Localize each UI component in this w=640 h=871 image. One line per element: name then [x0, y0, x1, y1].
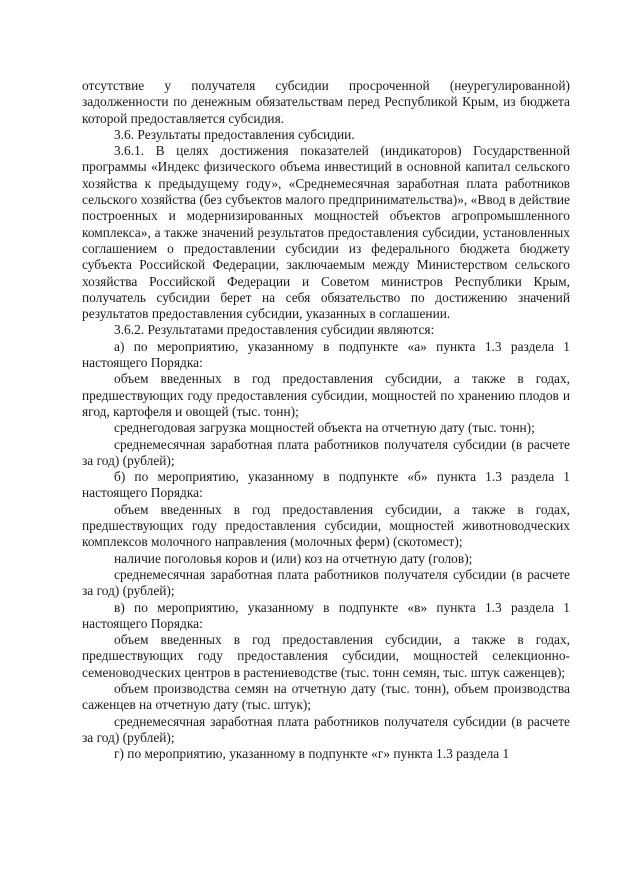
result-item-b-1: объем введенных в год предоставления субсидии, а также в годах, предшествующих году предоставления субсидии, мощностей животноводческих комплексов молочного направления (молочных ферм) (скотомест);: [82, 501, 570, 550]
result-item-v-3: среднемесячная заработная плата работников получателя субсидии (в расчете за год) (рублей);: [82, 713, 570, 745]
result-item-a-3: среднемесячная заработная плата работников получателя субсидии (в расчете за год) (рублей);: [82, 436, 570, 468]
paragraph-3-6-1: 3.6.1. В целях достижения показателей (индикаторов) Государственной программы «Индекс физического объема инвестиций в основной капитал сельского хозяйства к предыдущему году», «Среднемесячная заработная плата работников сельского хозяйства (без субъектов малого предпринимательства)», «Ввод в действие построенных и модернизированных мощностей объектов агропромышленного комплекса», а также значений результатов предоставления субсидии, установленных соглашением о предоставлении субсидии из федерального бюджета бюджету субъекта Российской Федерации, заключаемым между Министерством сельского хозяйства Российской Федерации и Советом министров Республики Крым, получатель субсидии берет на себя обязательство по достижению значений результатов предоставления субсидии, указанных в соглашении.: [82, 143, 570, 322]
list-item-b: б) по мероприятию, указанному в подпункте «б» пункта 1.3 раздела 1 настоящего Порядка:: [82, 469, 570, 501]
list-item-a: а) по мероприятию, указанному в подпункте «а» пункта 1.3 раздела 1 настоящего Порядка:: [82, 338, 570, 371]
paragraph-3-6-2: 3.6.2. Результатами предоставления субсидии являются:: [114, 322, 435, 338]
result-item-a-2: среднегодовая загрузка мощностей объекта на отчетную дату (тыс. тонн);: [114, 420, 535, 436]
list-item-v: в) по мероприятию, указанному в подпункте «в» пункта 1.3 раздела 1 настоящего Порядка:: [82, 599, 570, 631]
paragraph-debt-condition: отсутствие у получателя субсидии просроченной (неурегулированной) задолженности по денежным обязательствам перед Республикой Крым, из бюджета которой предоставляется субсидия.: [82, 78, 570, 126]
section-heading-3-6: 3.6. Результаты предоставления субсидии.: [114, 126, 355, 142]
result-item-b-3: среднемесячная заработная плата работников получателя субсидии (в расчете за год) (рублей);: [82, 566, 570, 599]
list-item-g: г) по мероприятию, указанному в подпункте «г» пункта 1.3 раздела 1: [114, 746, 510, 762]
result-item-b-2: наличие поголовья коров и (или) коз на отчетную дату (голов);: [114, 550, 473, 566]
result-item-v-2: объем производства семян на отчетную дату (тыс. тонн), объем производства саженцев на отчетную дату (тыс. штук);: [82, 680, 570, 713]
result-item-a-1: объем введенных в год предоставления субсидии, а также в годах, предшествующих году предоставления субсидии, мощностей по хранению плодов и ягод, картофеля и овощей (тыс. тонн);: [82, 371, 570, 419]
result-item-v-1: объем введенных в год предоставления субсидии, а также в годах, предшествующих году предоставления субсидии, мощностей селекционно-семеноводческих центров в растениеводстве (тыс. тонн семян, тыс. штук саженцев);: [82, 632, 570, 680]
